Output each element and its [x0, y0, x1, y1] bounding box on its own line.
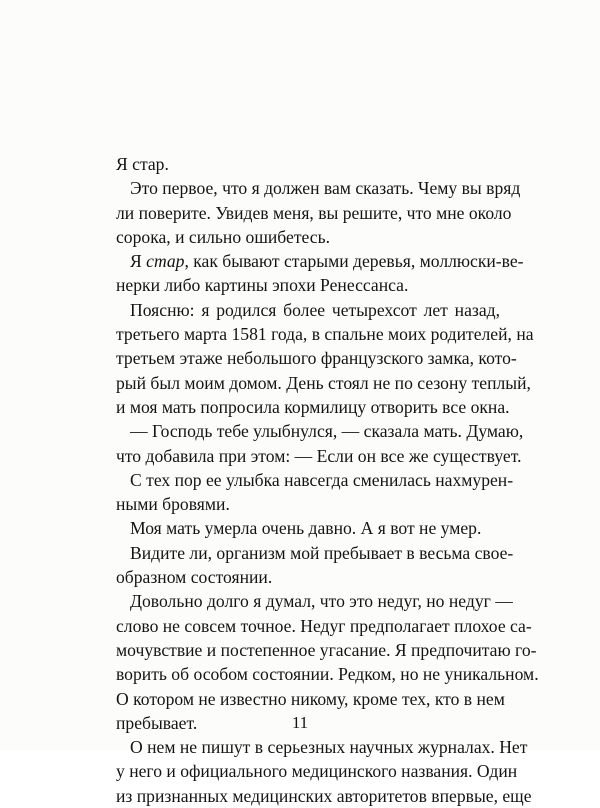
text-line: пребывает. [116, 712, 198, 733]
text-line: что добавила при этом: — Если он все же существует. [116, 445, 522, 466]
text-line: Довольно долго я думал, что это недуг, но недуг — [130, 591, 513, 612]
paragraph [116, 735, 532, 808]
text-run: , как бывают старыми деревья, моллюски-ве- [184, 251, 524, 272]
paragraph [116, 541, 514, 590]
text-line: Это первое, что я должен вам сказать. Чему вы вряд [130, 178, 521, 199]
paragraph [116, 516, 500, 540]
emphasis: стар [146, 251, 185, 272]
text-line: Видите ли, организм мой пребывает в весьма свое- [130, 542, 514, 563]
text-line: ли поверите. Увидев меня, вы решите, что мне около [116, 202, 512, 223]
paragraph [116, 468, 514, 517]
text-line: мочувствие и постепенное угасание. Я предпочитаю го- [116, 639, 537, 660]
paragraph [116, 298, 534, 419]
text-line: Моя мать умерла очень давно. А я вот не умер. [130, 518, 482, 539]
text-line: рый был моим домом. День стоял не по сезону теплый, [116, 372, 531, 393]
text-line: образном состоянии. [116, 567, 273, 588]
page-number: 11 [291, 713, 309, 732]
body-text [116, 152, 539, 808]
text-line: сорока, и сильно ошибетесь. [116, 226, 330, 247]
paragraph [116, 419, 524, 468]
text-line: из признанных медицинских авторитетов впервые, еще [116, 785, 532, 806]
text-line: слово не совсем точное. Недуг предполагает плохое са- [116, 615, 532, 636]
text-line: Я стар. [116, 154, 169, 174]
text-line: О котором не известно никому, кроме тех, кто в нем [116, 688, 505, 709]
text-line: третьего марта 1581 года, в спальне моих родителей, на [116, 324, 534, 345]
paragraph [116, 176, 521, 249]
text-line: нерки либо картины эпохи Ренессанса. [116, 275, 409, 296]
text-line: третьем этаже небольшого французского замка, кото- [116, 348, 517, 369]
text-line: — Господь тебе улыбнулся, — сказала мать. Думаю, [130, 421, 524, 442]
text-line: Поясню: я родился более четырехсот лет назад, [130, 299, 500, 320]
text-line: и моя мать попросила кормилицу отворить все окна. [116, 396, 510, 417]
text-run: Я [130, 251, 147, 272]
text-line: ными бровями. [116, 494, 230, 515]
text-line: ворить об особом состоянии. Редком, но не уникальном. [116, 664, 539, 685]
paragraph [116, 249, 524, 298]
text-line: О нем не пишут в серьезных научных журналах. Нет [130, 737, 528, 758]
text-line: С тех пор ее улыбка навсегда сменилась нахмурен- [130, 469, 514, 490]
text-line: у него и официального медицинского названия. Один [116, 761, 518, 782]
text-line [116, 249, 524, 273]
paragraph [116, 152, 500, 176]
